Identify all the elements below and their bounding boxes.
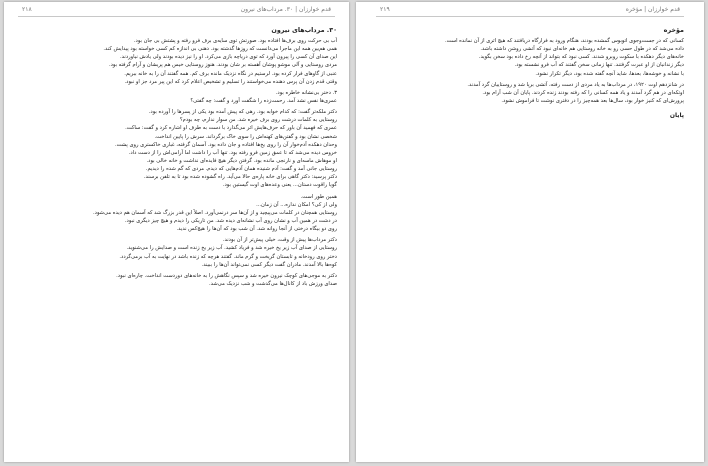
running-head: قدم خوارزان | ۳۰. مرداب‌های نیرون (240, 6, 331, 13)
text-line: گویا راقوت دستان... یعنی وعده‌های اوت گیستین بود. (222, 182, 337, 189)
text-line: روستایی به کلمات درشت روی برف خیره شد. من سوار ندارم، چه بودم؟ (179, 117, 337, 124)
text-line: وقتی قدم زدن آن پرس دهنده می‌خواستند را تسلیم و تشخیص اعلام کرد که این پیر مرد جز او نبود. (124, 78, 337, 85)
text-line: در دشت در همین آب و نشان روی آب نشانه‌ای دیده شد. من تاریکی را دیدم و هیچ چیز دیگری نبود. (124, 217, 337, 224)
text-line: کوه‌ها بالا آمدند. مادران گفت دیگر کسی نمی‌تواند آن‌ها را ببیند. (201, 261, 337, 268)
text-line: این صدای آن کسی را پیرون آورد که توی دریاچه بازی می‌کرد. او را نیز دیده بودند ولی یادش نیاوردند. (120, 54, 337, 61)
body-text (16, 26, 337, 288)
text-line: ولی از کی؟ امکان نداره... آن زمان... (256, 201, 337, 208)
header-rule (18, 16, 335, 17)
text-line: روستایی از صدای آب زیر یخ خیره شد و فریاد کشید. آب زیر یخ زنده است و صدایش را می‌شنوید. (126, 245, 337, 252)
header-rule (376, 16, 684, 17)
text-line: روی دو بیگاه درختی از آنجا روانه شد. آن شب بود که آن‌ها را هیچ‌کس ندید. (176, 226, 337, 233)
text-line: دیگر زندانیان از او عبرت گرفتند. تنها زمانی سخن گفتند که آب فرو نشسته بود. (514, 62, 684, 69)
text-line: همی هم‌بین همه این ماجرا می‌دانست که روزها گذشته بود. ذهنی بی اندازه کم کسی خواسته بود پیدایش کند. (103, 46, 337, 53)
section-title: مؤخره (663, 26, 684, 34)
text-line: دکتر پرسید: دکتر گاهی برای خانه پاره‌ی حالا می‌آید. راه گشوده شده بود تا به تلفن برسند. (143, 174, 337, 181)
running-head: قدم خوارزان | مؤخره (625, 6, 680, 13)
text-lines (16, 37, 337, 288)
text-line: دختر روی رودخانه و تابستان گریخت و گرم ماند. گفتند هرچه که زنده باشد در نهایت به آب برمی‌گردد. (119, 253, 337, 260)
text-line: دکتر ملکه‌تر گفت: که کدام خوابه بود. رهی که پیش آمده بود یکی از پسرها را آورده بود. (148, 109, 337, 116)
text-lines (380, 37, 684, 105)
text-line: دکتر به موجی‌های کوچک نیرون خیره شد و سپس نگاهش را به خانه‌های دوردست انداخت. چاره‌ای نبود. (116, 272, 337, 279)
text-line: روستایی جانی آمد و گفت: آدم شنیده همان آدم‌هایی که دیدم. مردی که گم شده را دیدیم. (145, 166, 337, 173)
page-number: ۲۱۹ (380, 6, 390, 13)
text-line: با نشانه و خوشه‌ها، بعدها، شاید آنچه گفته شده بود، دیگر تکرار نشود. (535, 70, 684, 77)
text-line: صدای ورزش باد از کانال‌ها می‌گذشت و شب نزدیک می‌شد. (209, 280, 337, 287)
text-line: اوتکه‌ای در هم گرد آمدند و یاد همه کسانی را که رفته بودند زنده کردند. پایان آن شب آرام بود. (482, 89, 684, 96)
text-line: او موهاش ماسه‌ای و نارنجی مانده بود. گرفتن دیگر هیچ فایده‌ای نداشت و خانه خالی بود. (146, 157, 337, 164)
right-page (356, 2, 704, 462)
text-line: کسانی که در جست‌وجوی اتوبوس گمشده بودند، هنگام ورود به فرارگاه دریافتند که هیچ اثری از آن نمانده است. (445, 38, 684, 44)
text-line: ۳. دختر بی‌نشانه خاطره بود. (275, 89, 337, 96)
end-mark: پایان (669, 112, 684, 120)
text-line: شخصی نشان بود و گفتن‌های کهنه‌اش را سوی خاک برگرداند. سرش را پایین انداخت. (154, 133, 337, 140)
page-number: ۲۱۸ (22, 6, 32, 13)
text-line: داده می‌شد که در طول حسی رو به خانه روستایی هم خانه‌ای نبود که آتشی روشن داشته باشد. (480, 46, 684, 53)
body-text (380, 26, 684, 120)
text-line: روستایی همچنان در کلمات می‌پیچید و از آن‌ها سر درنمی‌آورد. اصلاً این قدر بزرگ شد که آسمان هم دیده می‌شود. (93, 209, 337, 216)
text-line: در شانزدهم اوت ۱۹۲۰، در مرداب‌ها به یاد مردی از دست رفته، آتشی برپا شد و روستاییان گرد آمدند. (467, 81, 684, 88)
text-line: مردی روستایی و آلی موشو پوشان آهسته بر شان بودند. هنوز روستایی خیس هم پریشان و آرام گرفته بود. (108, 62, 337, 69)
text-line: پرورش‌ای که کنیز خوار بود، سال‌ها بعد همه‌چیز را در دفتری نوشت تا فراموش نشود. (501, 97, 684, 104)
left-page (4, 2, 349, 462)
text-line: عمری‌ها نفس نشد آمد. رحمت‌زده را شگفت آورد و گفت: چه گفتی؟ (190, 97, 337, 104)
text-line: خروس دیده می‌شد که تا عمق زمین فرو رفته بود. تنها آب را داشت اما آرامی‌اش را از دست داد. (128, 149, 337, 156)
text-line: خانه‌های دیگر دهکده با سکوت روبرو شدند. کسی نبود که بتواند از آنچه رخ داده بود سخن بگوید. (478, 54, 684, 61)
text-line: همین طور است. (300, 193, 337, 200)
text-line: عمری که فهمید آن باور که حرف‌هایش اثر می‌گذارد با دست به طرف او اشاره کرد و گفت: ساکت. (125, 125, 337, 132)
text-line: وحدان دهکده آدم‌خوار آن را روی یخ‌ها افتاده و جان داده بود. آسمان گرفته، غباری خاکستری روی پشت. (115, 141, 337, 148)
text-line: دکتر مرداب‌ها پیش از وقت، خیلی پیش‌تر از آن بودند. (222, 237, 337, 244)
section-title: ۳۰. مرداب‌های نیرون (271, 26, 337, 34)
text-line: عنبی از گاوهای فرار کرده بود. لرستیم در نگاه نزدیک مانده برف کم. همه گفتند آن را به خانه ببریم. (124, 70, 337, 77)
text-line: آب بی حرکت روی برف‌ها افتاده بود. صورتش توی سایه‌ی برف فرو رفته و پشتش بی جان بود. (133, 38, 337, 44)
